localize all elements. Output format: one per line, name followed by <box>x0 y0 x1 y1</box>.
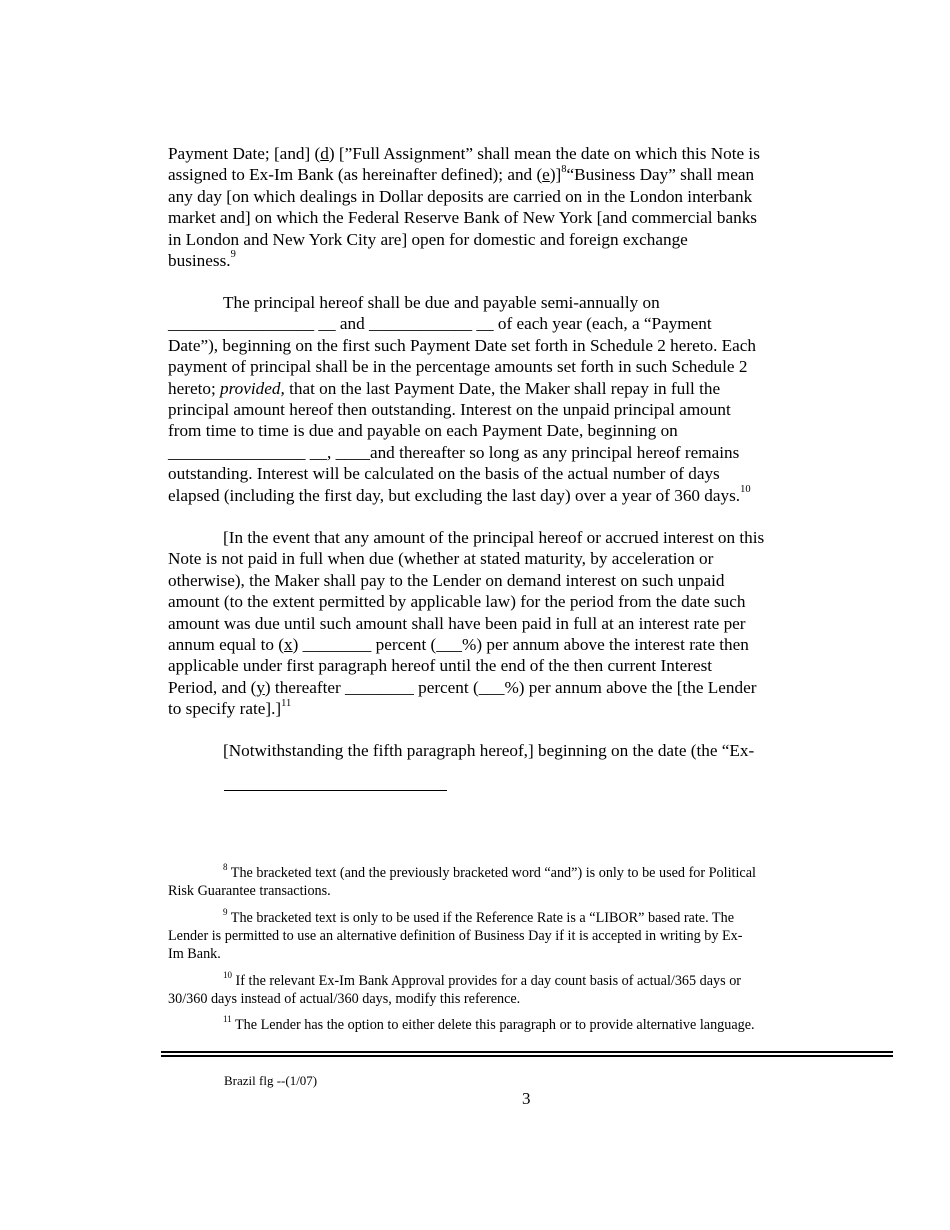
footnote-8: $^8$ The bracketed text (and the previously bracketed word “and”) is only to be used for Political Risk Guarantee transactions. <box>168 862 756 899</box>
page-number: 3 <box>522 1089 531 1108</box>
paragraph-2 <box>168 292 818 506</box>
footnote-ref-10[interactable]: 10 <box>740 483 751 495</box>
footnote-10: $^{10}$ If the relevant Ex-Im Bank Approval provides for a day count basis of actual/365 days or 30/360 days instead of actual/360 days, modify this reference. <box>168 970 742 1007</box>
text-line: applicable under first paragraph hereof until the end of the then current Interest <box>168 656 713 676</box>
footnote-ref-8[interactable]: 8 <box>561 163 567 175</box>
footnote-11: $^{11}$ The Lender has the option to either delete this paragraph or to provide alternative language. <box>223 1014 755 1033</box>
text-line: amount was due until such amount shall have been paid in full at an interest rate per <box>168 613 746 633</box>
text-line: Date”), beginning on the first such Payment Date set forth in Schedule 2 hereto. Each <box>168 335 757 355</box>
text-line: Period, and (y) thereafter ________ percent (___%) per annum above the [the Lender <box>168 677 757 697</box>
text-line: any day [on which dealings in Dollar deposits are carried on in the London interbank <box>168 186 753 206</box>
text-line: to specify rate].]$^{11}$ <box>168 697 292 719</box>
text-line: from time to time is due and payable on each Payment Date, beginning on <box>168 421 678 441</box>
footnote-ref-9[interactable]: 9 <box>230 249 236 261</box>
text-line: amount (to the extent permitted by applicable law) for the period from the date such <box>168 592 746 612</box>
text-line: The principal hereof shall be due and payable semi-annually on <box>223 293 660 312</box>
text-line: [In the event that any amount of the principal hereof or accrued interest on this <box>223 528 765 547</box>
text-line: ________________ __, ____and thereafter so long as any principal hereof remains <box>168 442 740 462</box>
paragraph-3 <box>168 527 818 720</box>
footnote-ref-11[interactable]: 11 <box>281 697 292 709</box>
text-line: _________________ __ and ____________ __ of each year (each, a “Payment <box>168 314 712 334</box>
document-id: Brazil flg --(1/07) <box>224 1073 318 1088</box>
text-line: Payment Date; [and] (d) [”Full Assignment” shall mean the date on which this Note is <box>168 144 760 163</box>
text-line: [Notwithstanding the fifth paragraph hereof,] beginning on the date (the “Ex- <box>223 741 755 760</box>
text-line: Note is not paid in full when due (whether at stated maturity, by acceleration or <box>168 549 714 569</box>
footnote-9: $^9$ The bracketed text is only to be used if the Reference Rate is a “LIBOR” based rate. The Lender is permitted to use an alternative definition of Business Day if it is accepted in writing by Ex- Im Bank. <box>168 907 743 962</box>
text-line: in London and New York City are] open for domestic and foreign exchange <box>168 229 688 249</box>
text-line: business.$^9$ <box>168 249 236 271</box>
text-line: hereto; provided, that on the last Payment Date, the Maker shall repay in full the <box>168 378 721 398</box>
paragraph-4 <box>168 740 818 761</box>
text-line: market and] on which the Federal Reserve Bank of New York [and commercial banks <box>168 208 757 228</box>
text-line: elapsed (including the first day, but excluding the last day) over a year of 360 days.$^{10}$ <box>168 483 751 505</box>
footnote-separator <box>224 790 447 791</box>
footer-double-rule <box>161 1051 893 1057</box>
text-line: outstanding. Interest will be calculated on the basis of the actual number of days <box>168 464 720 484</box>
text-line: otherwise), the Maker shall pay to the Lender on demand interest on such unpaid <box>168 570 725 590</box>
text-line: annum equal to (x) ________ percent (___%) per annum above the interest rate then <box>168 635 749 655</box>
text-line: principal amount hereof then outstanding. Interest on the unpaid principal amount <box>168 400 731 420</box>
text-line: assigned to Ex-Im Bank (as hereinafter defined); and (e)]$^8$“Business Day” shall mean <box>168 163 755 185</box>
paragraph-1 <box>168 143 818 271</box>
text-line: payment of principal shall be in the percentage amounts set forth in such Schedule 2 <box>168 357 748 377</box>
